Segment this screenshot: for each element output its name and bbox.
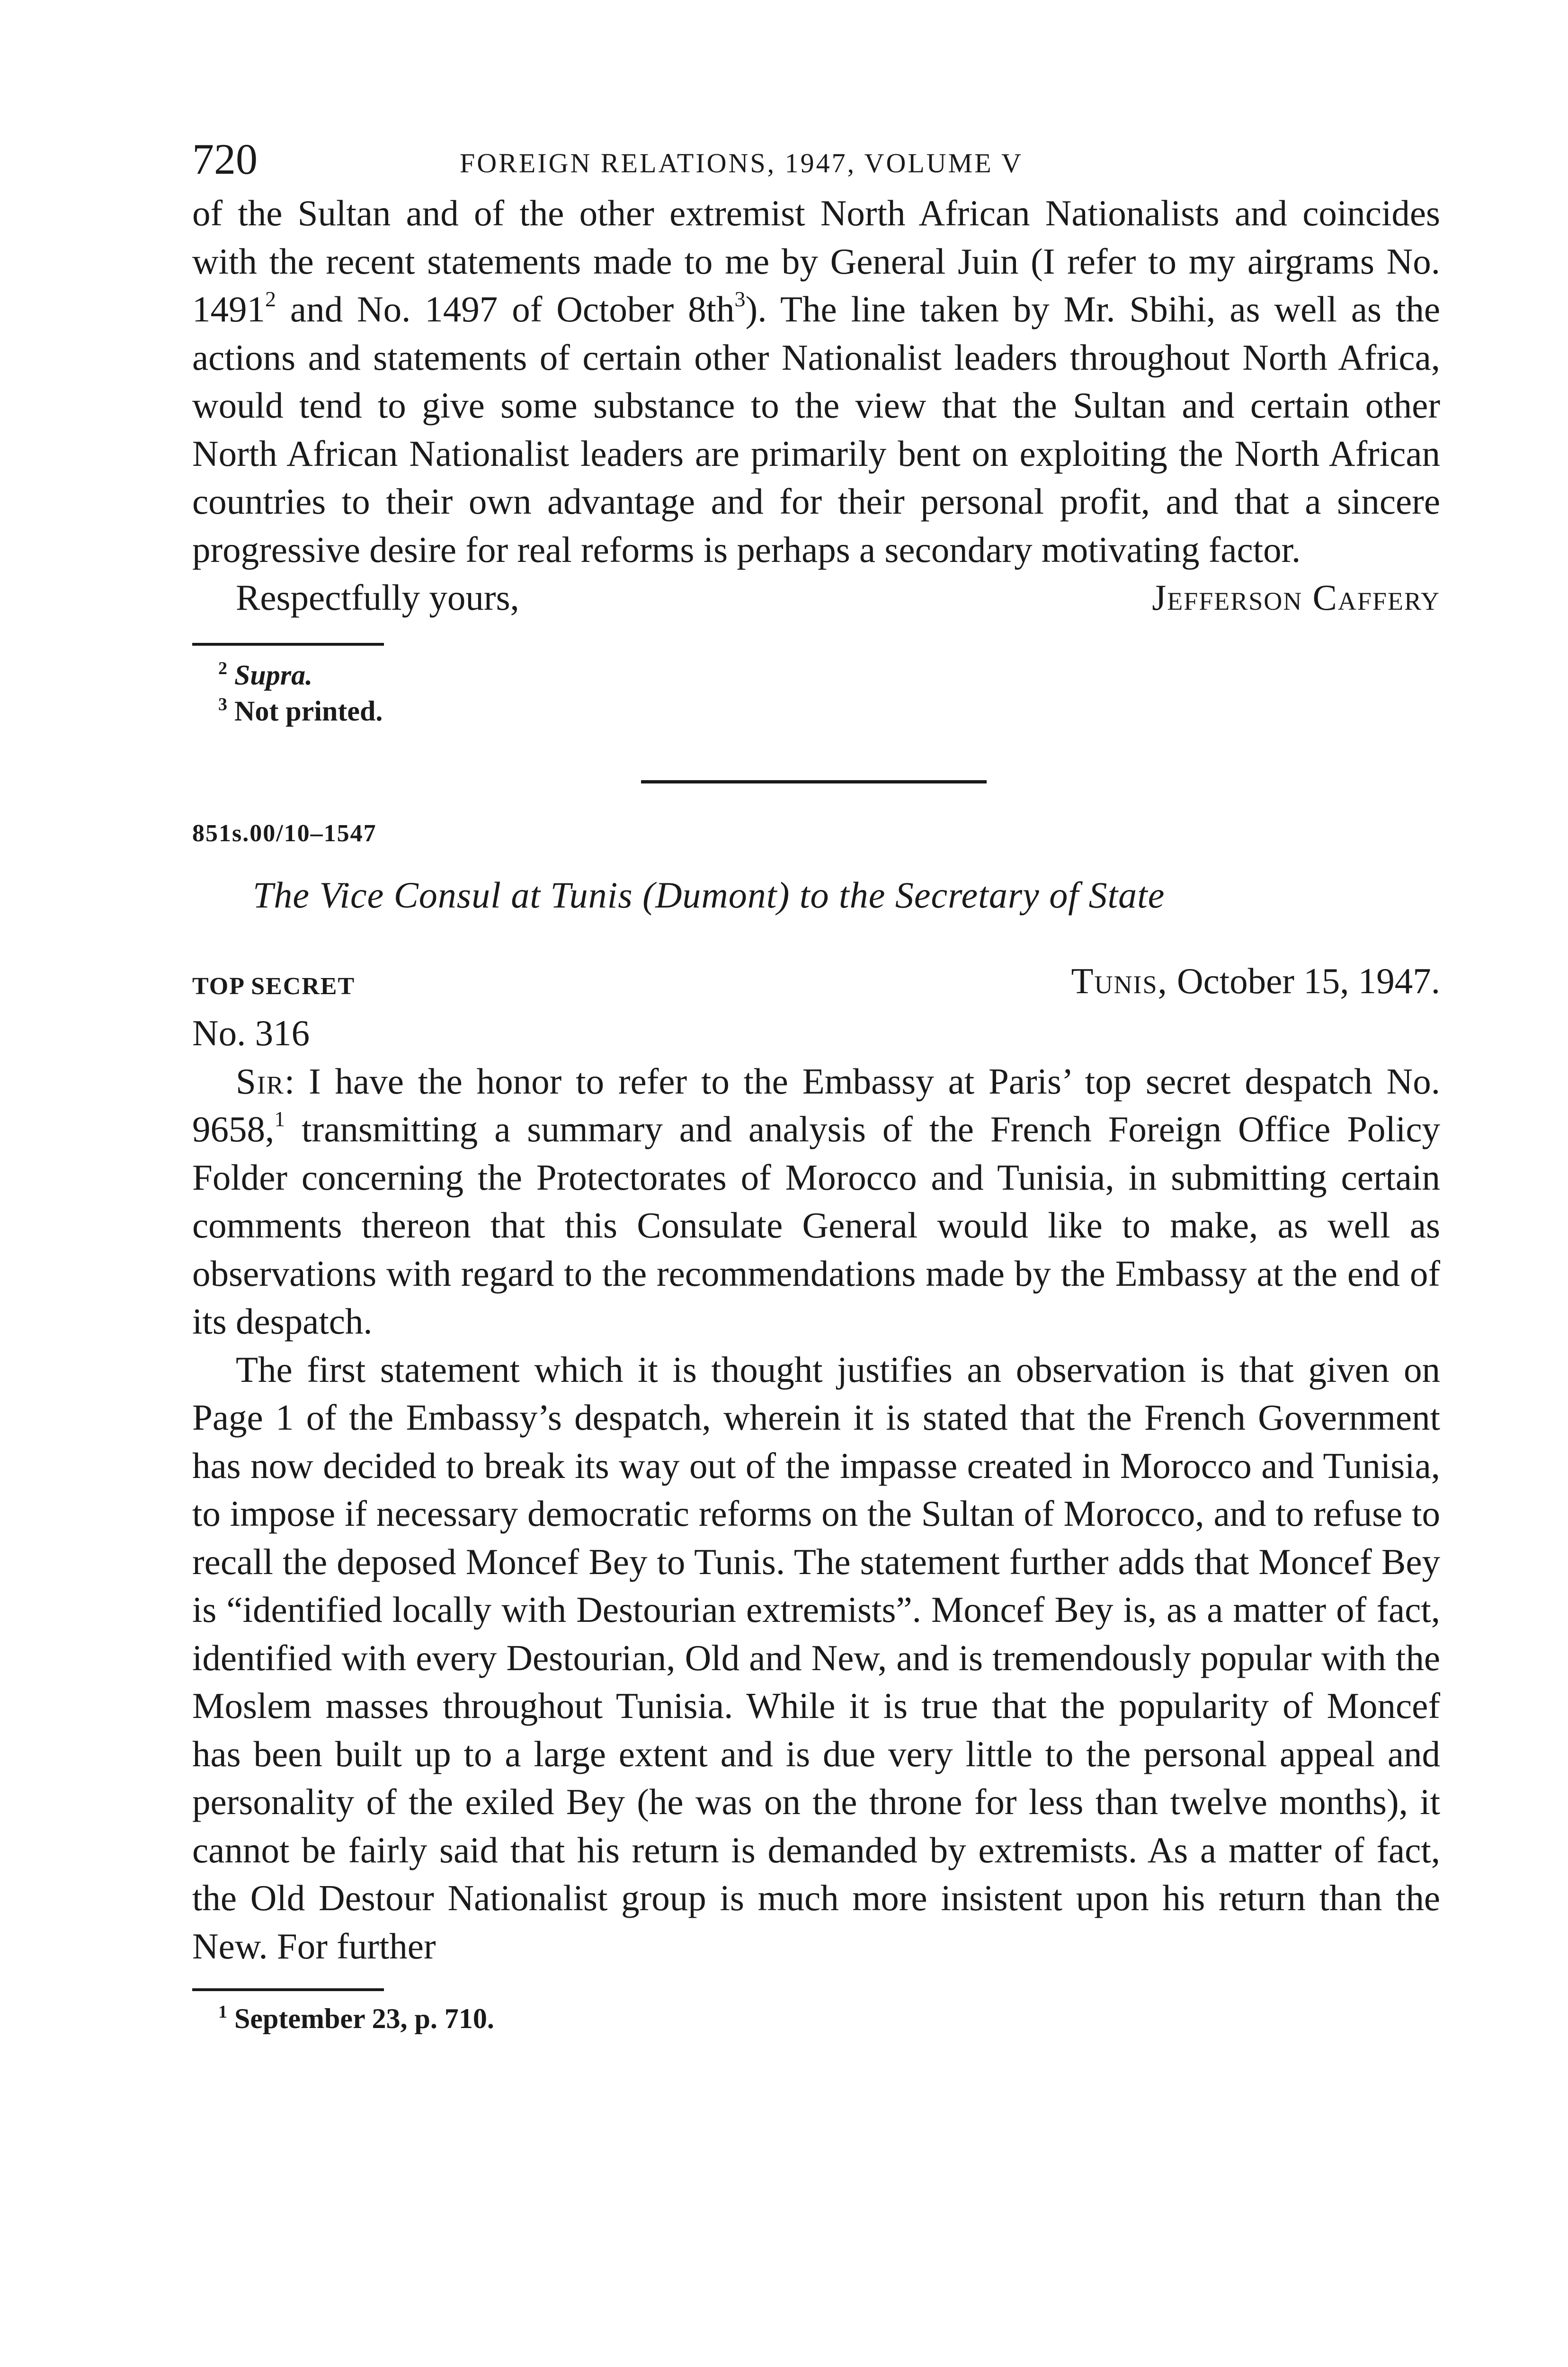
document-number: No. 316 bbox=[192, 1013, 310, 1053]
footnote-divider bbox=[192, 1988, 384, 1991]
paragraph-text: : I have the honor to refer to the Embassy at Paris’ top secret despatch No. 9658, bbox=[192, 1060, 1440, 1149]
footnote-divider bbox=[192, 643, 384, 646]
footnote-text: Not printed. bbox=[234, 695, 383, 727]
paragraph-text: and No. 1497 of October 8th bbox=[276, 289, 735, 329]
footnote-ref: 1 bbox=[274, 1107, 285, 1131]
section-divider bbox=[641, 780, 987, 783]
continued-letter-paragraph bbox=[192, 189, 1440, 574]
signature: Jefferson Caffery bbox=[1152, 577, 1440, 618]
paragraph-text: transmitting a summary and analysis of the French Foreign Office Policy Folder concerning the Protectorates of Morocco and Tunisia, in submitting certain comments thereon that this Consulate General would like to make, as well as observations with regard to the recommendations made by the Embassy at the end of its despatch. bbox=[192, 1109, 1440, 1342]
footnote-text: September 23, p. 710. bbox=[234, 2003, 494, 2034]
dateline-place: Tunis, bbox=[1071, 961, 1168, 1001]
footnote bbox=[218, 657, 1440, 693]
dateline-date: October 15, 1947. bbox=[1167, 961, 1440, 1001]
body-paragraph: The first statement which it is thought justifies an observation is that given on Page 1 of the Embassy’s despatch, wherein it is stated that the French Government has now decided to break its way out of the impasse created in Morocco and Tunisia, to impose if necessary democratic reforms on the Sultan of Morocco, and to refuse to recall the deposed Moncef Bey to Tunis. The statement further adds that Moncef Bey is “identified locally with Destourian extremists”. Moncef Bey is, as a matter of fact, identified with every Destourian, Old and New, and is tremendously popular with the Moslem masses throughout Tunisia. While it is true that the popularity of Moncef has been built up to a large extent and is due very little to the personal appeal and personality of the exiled Bey (he was on the throne for less than twelve months), it cannot be fairly said that his return is demanded by extremists. As a matter of fact, the Old Destour Nationalist group is much more insistent upon his return than the New. For further bbox=[192, 1349, 1440, 1967]
paragraph-text: ). The line taken by Mr. Sbihi, as well as the actions and statements of certain other Nationalist leaders throughout North Africa, would tend to give some substance to the view that the Sultan and certain other North African Nationalist leaders are primarily bent on exploiting the North African countries to their own advantage and for their personal profit, and that a sincere progressive desire for real reforms is perhaps a secondary motivating factor. bbox=[192, 289, 1440, 570]
page-number: 720 bbox=[192, 135, 258, 183]
salutation: Sir bbox=[236, 1060, 285, 1102]
classification: TOP SECRET bbox=[192, 973, 356, 1000]
dateline bbox=[1071, 960, 1440, 1002]
closing-signature-row bbox=[192, 574, 1440, 622]
footnote-text: Supra. bbox=[234, 659, 313, 691]
footnote-ref: 2 bbox=[265, 287, 276, 311]
running-head: FOREIGN RELATIONS, 1947, VOLUME V bbox=[460, 148, 1023, 178]
footnote-marker: 2 bbox=[218, 658, 227, 678]
footnote-ref: 3 bbox=[734, 287, 746, 311]
paragraph-text: of the Sultan and of the other extremist North African Nationalists and coincides with the recent statements made to me by General Juin (I refer to my airgrams No. 1491 bbox=[192, 193, 1440, 329]
footnote-marker: 1 bbox=[218, 2002, 227, 2022]
body-paragraph bbox=[192, 1058, 1440, 1346]
classification-row bbox=[192, 960, 1440, 1009]
footnote-marker: 3 bbox=[218, 694, 227, 714]
document-title: The Vice Consul at Tunis (Dumont) to the Secretary of State bbox=[253, 874, 1165, 916]
file-number: 851s.00/10–1547 bbox=[192, 820, 377, 847]
footnote bbox=[218, 2001, 1440, 2037]
page-header bbox=[192, 137, 1440, 189]
document-page bbox=[192, 137, 1440, 2037]
footnote bbox=[218, 693, 1440, 729]
closing: Respectfully yours, bbox=[236, 577, 519, 618]
